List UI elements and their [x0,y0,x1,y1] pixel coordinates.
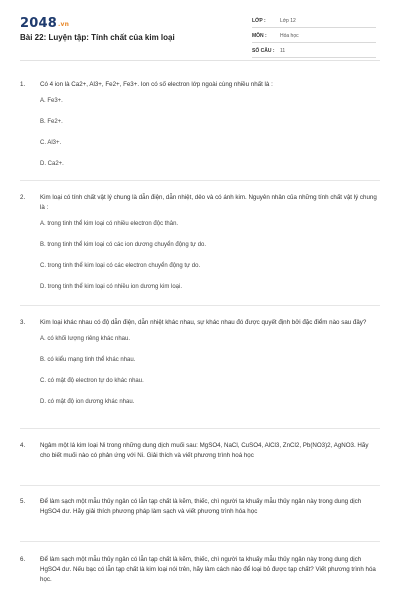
option-c[interactable]: C. Al3+. [40,140,62,146]
question-text: Ngâm một lá kim loại Ni trong những dung dịch muối sau: MgSO4, NaCl, CuSO4, AlCl3, ZnCl2, Pb(NO3)2, AgNO3. Hãy cho biết muối nào có phản ứng với Ni. Giải thích và viết phương trình hoá học [40,442,369,459]
option-b[interactable]: B. Fe2+. [40,119,63,125]
option-list [40,219,380,303]
option-a[interactable]: A. có khối lượng riêng khác nhau. [40,336,131,342]
option-c[interactable]: C. trong tinh thể kim loại có các electron chuyển động tự do. [40,263,201,269]
meta-label: MÔN : [252,32,267,39]
meta-row-subject [252,29,376,43]
meta-value: Lớp 12 [280,17,296,24]
site-logo[interactable] [20,16,69,31]
option-a[interactable]: A. trong tinh thể kim loại có nhiều electron độc thân. [40,221,179,227]
question-4 [20,441,380,461]
question-text: Để làm sạch một mẫu thủy ngân có lẫn tạp chất là kẽm, thiếc, chì người ta khuấy mẫu thủy ngân này trong dung dịch HgSO4 dư. Nếu bạc có lẫn tạp chất là kim loại nói trên, hãy làm cách nào để loại bỏ được tạp chất? Viết phương trình hóa học. [40,556,376,583]
logo-text: 2048 [20,16,57,31]
question-number: 6. [20,556,26,563]
option-list [40,96,380,180]
question-text: Để làm sạch một mẫu thủy ngân có lẫn tạp chất là kẽm, thiếc, chì người ta khuấy mẫu thủy ngân này trong dung dịch HgSO4 dư. Hãy giải thích phương pháp làm sạch và viết phương trình hóa học [40,498,362,515]
option-list [40,334,380,418]
question-divider [20,541,380,542]
question-text: Có 4 ion là Ca2+, Al3+, Fe2+, Fe3+. Ion có số electron lớp ngoài cùng nhiều nhất là : [40,81,273,88]
question-1 [20,80,380,180]
meta-label: LỚP : [252,17,266,24]
option-d[interactable]: D. Ca2+. [40,161,64,167]
question-number: 4. [20,442,26,449]
question-divider [20,428,380,429]
meta-value: 11 [280,47,286,54]
meta-row-count [252,44,376,58]
lesson-title: Bài 22: Luyện tập: Tính chất của kim loại [20,33,175,42]
question-2 [20,193,380,303]
option-a[interactable]: A. Fe3+. [40,98,63,104]
option-c[interactable]: C. có mật độ electron tự do khác nhau. [40,378,144,384]
meta-box [252,14,376,59]
option-d[interactable]: D. có mật độ ion dương khác nhau. [40,399,135,405]
question-divider [20,180,380,181]
question-text: Kim loại có tính chất vật lý chung là dẫn điện, dẫn nhiệt, dẻo và có ánh kim. Nguyên nhân của những tính chất vật lý chung là : [40,194,377,211]
question-text: Kim loại khác nhau có độ dẫn điện, dẫn nhiệt khác nhau, sự khác nhau đó được quyết định bởi đặc điểm nào sau đây? [40,319,367,326]
meta-row-class [252,14,376,28]
meta-value: Hóa học [280,32,299,39]
question-number: 2. [20,194,26,201]
question-5 [20,497,380,517]
question-3 [20,318,380,418]
question-divider [20,485,380,486]
logo-suffix: .vn [57,21,70,28]
question-number: 3. [20,319,26,326]
option-b[interactable]: B. trong tinh thể kim loại có các ion dương chuyển động tự do. [40,242,207,248]
option-d[interactable]: D. trong tinh thể kim loại có nhiều ion dương kim loại. [40,284,183,290]
option-b[interactable]: B. có kiểu mạng tinh thể khác nhau. [40,357,136,363]
header-divider [20,60,380,61]
meta-label: SỐ CÂU : [252,47,275,54]
question-number: 1. [20,81,26,88]
question-divider [20,305,380,306]
question-number: 5. [20,498,26,505]
question-6 [20,555,380,585]
